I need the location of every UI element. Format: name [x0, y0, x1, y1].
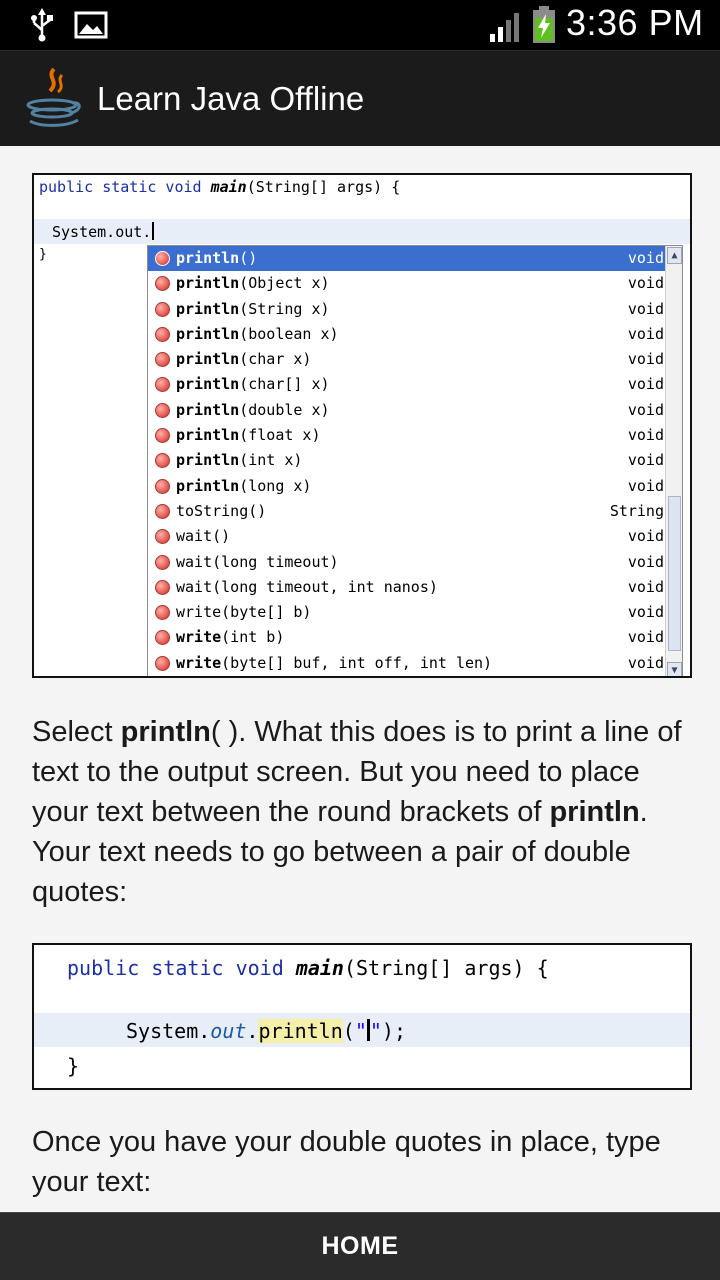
- method-params: (boolean x): [239, 324, 339, 343]
- method-name: println: [176, 400, 240, 419]
- method-signature: [176, 271, 330, 296]
- autocomplete-item[interactable]: [148, 575, 666, 600]
- code-system: System.: [126, 1019, 211, 1043]
- method-name: wait: [176, 527, 213, 546]
- action-bar: [0, 50, 720, 146]
- method-signature: [176, 322, 339, 347]
- autocomplete-item[interactable]: [148, 625, 666, 650]
- public-method-icon: [155, 453, 170, 468]
- java-cup-icon[interactable]: [20, 65, 86, 135]
- method-name: println: [176, 274, 240, 293]
- home-button[interactable]: HOME: [321, 1232, 399, 1260]
- return-type: void: [627, 653, 664, 672]
- method-name: wait: [176, 552, 213, 571]
- autocomplete-list: [148, 246, 666, 676]
- return-type: void: [627, 324, 664, 343]
- method-params: (String x): [239, 299, 330, 318]
- code-line-println: [126, 1018, 406, 1044]
- public-method-icon: [155, 377, 170, 392]
- code-paren: (: [342, 1019, 355, 1043]
- method-params: (float x): [239, 426, 321, 445]
- status-time: 3:36 PM: [566, 2, 704, 43]
- public-method-icon: [155, 251, 170, 266]
- code-args: (String[] args) {: [343, 956, 549, 980]
- autocomplete-scrollbar: [665, 246, 682, 678]
- code-method-main: main: [295, 956, 344, 980]
- method-signature: [176, 372, 330, 397]
- method-name: write: [176, 653, 222, 672]
- public-method-icon: [155, 656, 170, 671]
- bottom-bar: [0, 1212, 720, 1280]
- return-type: void: [627, 577, 664, 596]
- method-name: println: [176, 375, 240, 394]
- autocomplete-popup: [147, 245, 683, 678]
- public-method-icon: [155, 327, 170, 342]
- method-name: wait: [176, 577, 213, 596]
- content-scroll[interactable]: [0, 146, 720, 1212]
- explanation-paragraph: [32, 712, 692, 912]
- instruction-paragraph: Once you have your double quotes in place, type your text:: [32, 1126, 661, 1198]
- method-name: println: [176, 350, 240, 369]
- method-name: println: [176, 249, 240, 267]
- autocomplete-item[interactable]: [148, 423, 666, 448]
- return-type: void: [627, 603, 664, 622]
- return-type: void: [627, 476, 664, 495]
- public-method-icon: [155, 276, 170, 291]
- public-method-icon: [155, 403, 170, 418]
- method-params: (long timeout): [212, 552, 339, 571]
- code-screenshot-println: [32, 943, 692, 1090]
- method-signature: [176, 297, 330, 322]
- method-params: (Object x): [239, 274, 330, 293]
- method-signature: [176, 625, 284, 650]
- autocomplete-item[interactable]: [148, 448, 666, 473]
- method-params: (char[] x): [239, 375, 330, 394]
- return-type: void: [627, 426, 664, 445]
- public-method-icon: [155, 605, 170, 620]
- code-closing-brace: }: [67, 1054, 80, 1078]
- autocomplete-item[interactable]: [148, 651, 666, 676]
- autocomplete-item[interactable]: [148, 271, 666, 296]
- method-params: (byte[] b): [221, 603, 312, 622]
- method-name: println: [176, 451, 240, 470]
- code-quote: ": [354, 1019, 367, 1043]
- method-params: (): [239, 249, 258, 267]
- usb-icon: [30, 8, 54, 46]
- return-type: void: [627, 451, 664, 470]
- autocomplete-item[interactable]: [148, 524, 666, 549]
- method-signature: [176, 524, 230, 549]
- scroll-down-icon: ▼: [667, 662, 682, 678]
- code-paren-semicolon: );: [381, 1019, 406, 1043]
- autocomplete-item[interactable]: [148, 297, 666, 322]
- public-method-icon: [155, 630, 170, 645]
- method-signature: [176, 448, 302, 473]
- method-params: (long x): [239, 476, 312, 495]
- method-signature: [176, 398, 330, 423]
- battery-charging-icon: [531, 6, 557, 48]
- method-signature: [176, 600, 311, 625]
- return-type: void: [627, 400, 664, 419]
- method-params: (int x): [239, 451, 303, 470]
- autocomplete-item[interactable]: [148, 499, 666, 524]
- method-params: (byte[] buf, int off, int len): [221, 653, 493, 672]
- return-type: void: [627, 350, 664, 369]
- public-method-icon: [155, 555, 170, 570]
- method-name: println: [176, 299, 240, 318]
- method-signature: [176, 575, 438, 600]
- public-method-icon: [155, 428, 170, 443]
- public-method-icon: [155, 504, 170, 519]
- autocomplete-item[interactable]: [148, 550, 666, 575]
- return-type: void: [627, 249, 664, 267]
- method-signature: [176, 246, 257, 271]
- method-params: (double x): [239, 400, 330, 419]
- scroll-up-icon: ▲: [667, 247, 682, 264]
- code-method-main: main: [210, 178, 247, 196]
- code-args: (String[] args) {: [246, 178, 401, 196]
- code-dot: .: [246, 1019, 259, 1043]
- code-system-out: System.out.: [52, 223, 152, 241]
- app-title: Learn Java Offline: [97, 80, 365, 117]
- return-type: String: [609, 501, 664, 520]
- public-method-icon: [155, 479, 170, 494]
- return-type: void: [627, 527, 664, 546]
- method-params: (int b): [221, 628, 285, 647]
- code-keywords: public static void: [39, 178, 211, 196]
- code-line-system-out: [52, 221, 154, 243]
- code-line-main: [67, 955, 549, 981]
- method-signature: [176, 423, 321, 448]
- method-signature: [176, 499, 266, 524]
- method-params: (char x): [239, 350, 312, 369]
- paragraph-bold: println: [120, 716, 211, 748]
- return-type: void: [627, 375, 664, 394]
- public-method-icon: [155, 529, 170, 544]
- code-out-field: out: [210, 1019, 247, 1043]
- method-name: toString: [176, 501, 249, 520]
- method-signature: [176, 550, 339, 575]
- return-type: void: [627, 552, 664, 571]
- autocomplete-item[interactable]: [148, 347, 666, 372]
- method-signature: [176, 347, 311, 372]
- method-name: println: [176, 476, 240, 495]
- method-name: println: [176, 426, 240, 445]
- paragraph-text: Select: [32, 716, 121, 748]
- method-signature: [176, 651, 492, 676]
- autocomplete-item[interactable]: [148, 372, 666, 397]
- autocomplete-item[interactable]: [148, 474, 666, 499]
- method-name: println: [176, 324, 240, 343]
- autocomplete-item[interactable]: [148, 322, 666, 347]
- signal-icon: [488, 10, 524, 48]
- public-method-icon: [155, 302, 170, 317]
- paragraph-text: . Your text needs to go between a pair of double quotes:: [32, 796, 648, 908]
- code-keywords: public static void: [67, 956, 296, 980]
- method-params: (): [212, 527, 231, 546]
- paragraph-bold: println: [549, 796, 640, 828]
- public-method-icon: [155, 580, 170, 595]
- method-name: write: [176, 628, 222, 647]
- scroll-thumb: [668, 496, 681, 651]
- text-caret: [152, 222, 154, 240]
- autocomplete-item[interactable]: [148, 600, 666, 625]
- return-type: void: [627, 628, 664, 647]
- status-bar: [0, 0, 720, 50]
- code-quote: ": [369, 1019, 382, 1043]
- paragraph-text: ( ). What this does is to print a line of text to the output screen. But you need to place your text between the round brackets of: [32, 716, 682, 828]
- method-name: write: [176, 603, 222, 622]
- public-method-icon: [155, 352, 170, 367]
- code-closing-brace: }: [39, 247, 47, 262]
- image-icon: [74, 11, 108, 43]
- method-params: (): [248, 501, 267, 520]
- code-println: println: [258, 1019, 343, 1043]
- method-signature: [176, 474, 311, 499]
- autocomplete-item[interactable]: [148, 246, 666, 271]
- method-params: (long timeout, int nanos): [212, 577, 438, 596]
- autocomplete-item[interactable]: [148, 398, 666, 423]
- code-line-main: [39, 175, 400, 199]
- return-type: void: [627, 274, 664, 293]
- return-type: void: [627, 299, 664, 318]
- code-screenshot-autocomplete: [32, 173, 692, 678]
